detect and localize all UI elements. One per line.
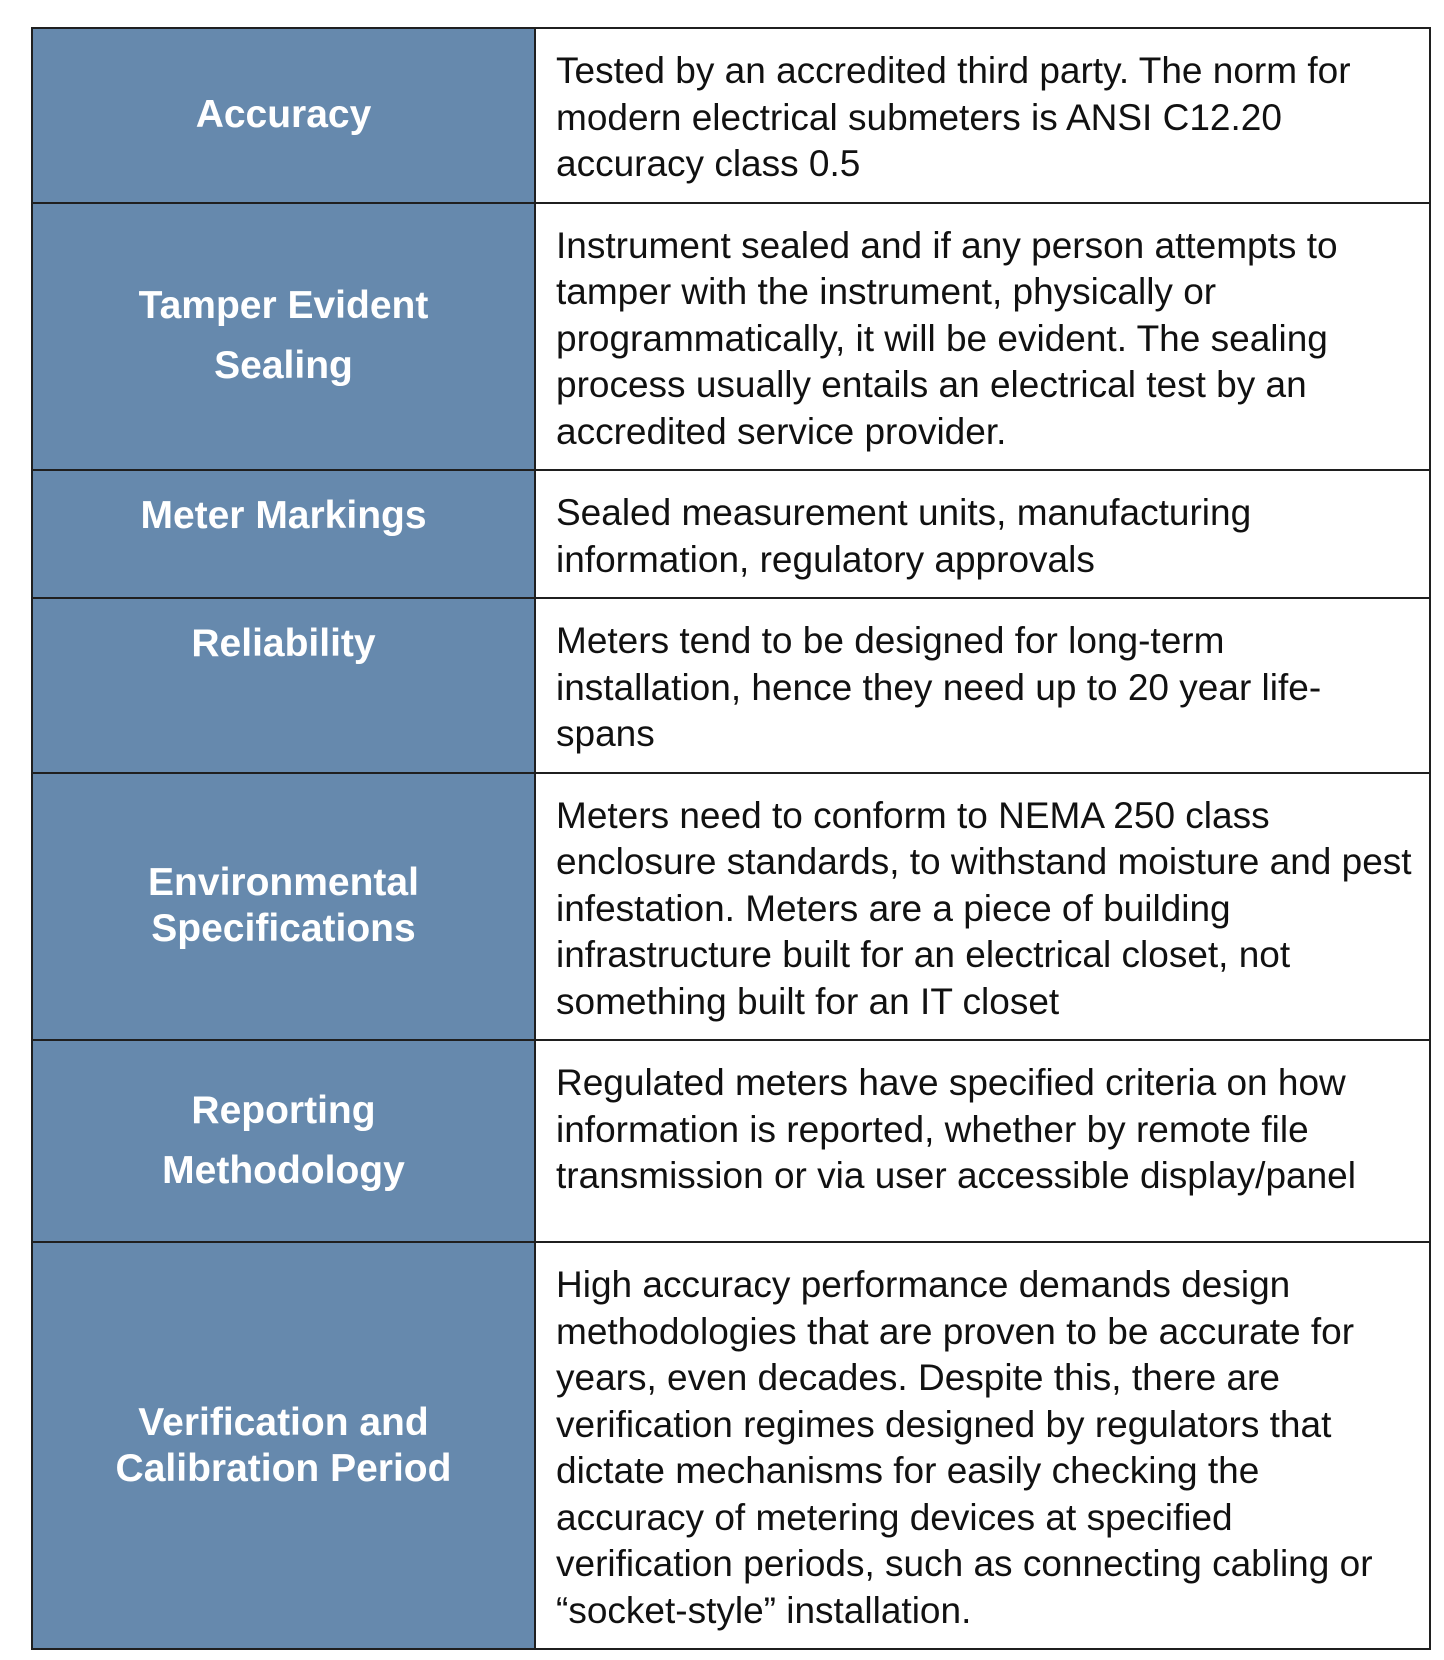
table-row bbox=[32, 28, 1430, 203]
row-label-cell bbox=[32, 1242, 535, 1649]
row-description-cell bbox=[535, 773, 1430, 1041]
row-label: Environmental Specifications bbox=[148, 861, 419, 951]
row-label: Verification and Calibration Period bbox=[115, 1400, 452, 1490]
row-description-cell bbox=[535, 1040, 1430, 1242]
specifications-table bbox=[31, 27, 1431, 1650]
row-description: Sealed measurement units, manufacturing information, regulatory approvals bbox=[556, 492, 1252, 580]
table-row bbox=[32, 203, 1430, 471]
row-description-cell bbox=[535, 598, 1430, 773]
table-row bbox=[32, 1040, 1430, 1242]
row-label-cell bbox=[32, 203, 535, 471]
table-row bbox=[32, 470, 1430, 598]
row-label-cell bbox=[32, 773, 535, 1041]
row-description: High accuracy performance demands design methodologies that are proven to be accurate for years, even decades. Despite this, there are verification regimes designed by regulators that dictate mechanisms for easily checking the accuracy of metering devices at specified verification periods, such as connecting cabling or “socket-style” installation. bbox=[556, 1264, 1373, 1631]
row-description: Tested by an accredited third party. The norm for modern electrical submeters is ANSI C12.20 accuracy class 0.5 bbox=[556, 50, 1351, 184]
row-description: Regulated meters have specified criteria on how information is reported, whether by remote file transmission or via user accessible display/panel bbox=[556, 1062, 1356, 1196]
row-label: Meter Markings bbox=[140, 494, 427, 537]
row-description: Instrument sealed and if any person attempts to tamper with the instrument, physically or programmatically, it will be evident. The sealing process usually entails an electrical test by an accredited service provider. bbox=[556, 224, 1338, 452]
row-label: Accuracy bbox=[195, 93, 372, 137]
row-description-cell bbox=[535, 1242, 1430, 1649]
table-row bbox=[32, 773, 1430, 1041]
row-description-cell bbox=[535, 470, 1430, 598]
row-description-cell bbox=[535, 203, 1430, 471]
row-label: Reporting Methodology bbox=[162, 1089, 405, 1192]
table-row bbox=[32, 598, 1430, 773]
row-description: Meters need to conform to NEMA 250 class enclosure standards, to withstand moisture and pest infestation. Meters are a piece of building infrastructure built for an electrical closet, not something built for an IT closet bbox=[556, 794, 1412, 1022]
row-label: Tamper Evident Sealing bbox=[138, 284, 429, 388]
row-label-cell bbox=[32, 1040, 535, 1242]
row-label-cell bbox=[32, 598, 535, 773]
row-label: Reliability bbox=[191, 622, 376, 665]
row-label-cell bbox=[32, 470, 535, 598]
row-description: Meters tend to be designed for long-term installation, hence they need up to 20 year life-spans bbox=[556, 620, 1322, 754]
row-label-cell bbox=[32, 28, 535, 203]
row-description-cell bbox=[535, 28, 1430, 203]
table-row bbox=[32, 1242, 1430, 1649]
